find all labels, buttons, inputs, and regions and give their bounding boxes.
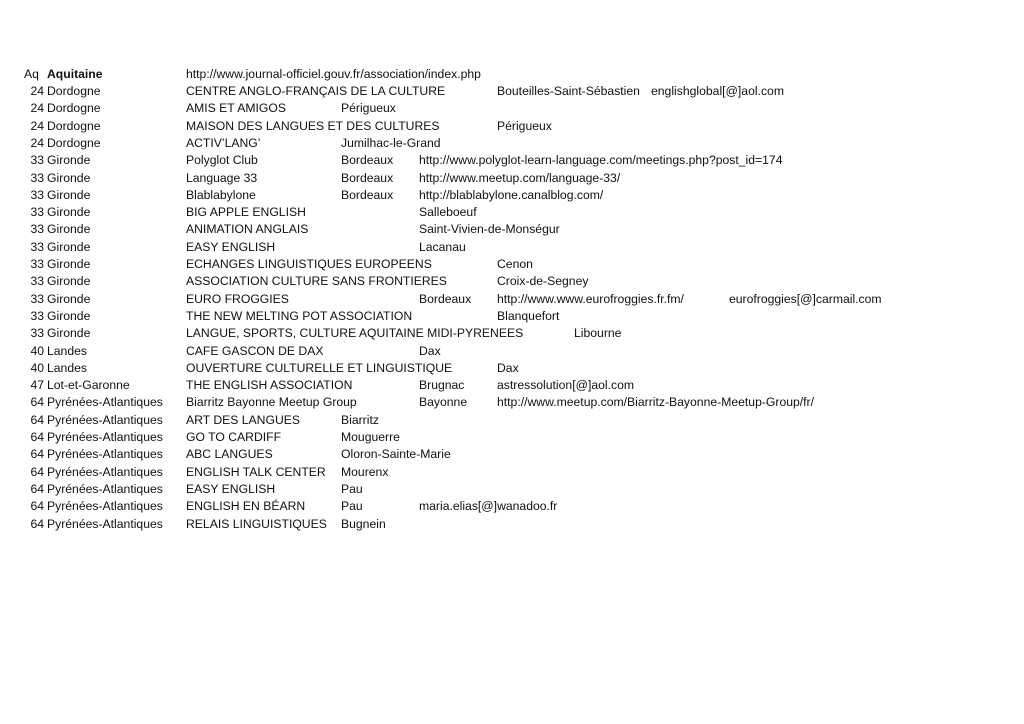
table-row — [0, 170, 1024, 187]
dept-number: 33 — [30, 291, 44, 306]
email-address: englishglobal[@]aol.com — [651, 84, 784, 98]
dept-name: Dordogne — [47, 118, 101, 133]
dept-number: 64 — [30, 516, 44, 531]
city-name: Bordeaux — [341, 153, 394, 168]
table-row — [0, 308, 1024, 325]
table-row — [0, 187, 1024, 204]
website-url: http://www.polyglot-learn-language.com/meetings.php?post_id=174 — [419, 153, 783, 168]
association-name: ACTIV’LANG’ — [186, 135, 261, 150]
dept-name: Landes — [47, 360, 87, 375]
dept-number: 47 — [30, 378, 44, 393]
table-row — [0, 498, 1024, 515]
city-name: Mourenx — [341, 464, 389, 479]
dept-name: Pyrénées-Atlantiques — [47, 481, 163, 496]
city-name: Pau — [341, 481, 363, 496]
association-name: ENGLISH TALK CENTER — [186, 464, 326, 479]
dept-name: Pyrénées-Atlantiques — [47, 516, 163, 531]
dept-number: 40 — [30, 360, 44, 375]
email-address: eurofroggies[@]carmail.com — [729, 291, 882, 306]
city-name: Dax — [419, 343, 441, 358]
city-name: Lacanau — [419, 239, 466, 254]
dept-name: Dordogne — [47, 135, 101, 150]
city-name: Brugnac — [419, 378, 465, 393]
association-name: THE NEW MELTING POT ASSOCIATION — [186, 308, 413, 323]
dept-number: 33 — [30, 205, 44, 220]
dept-number: 33 — [30, 153, 44, 168]
association-name: LANGUE, SPORTS, CULTURE AQUITAINE MIDI-PYRENEES — [186, 326, 524, 341]
association-name: Biarritz Bayonne Meetup Group — [186, 395, 357, 410]
dept-number: 24 — [30, 135, 44, 150]
association-name: GO TO CARDIFF — [186, 430, 282, 444]
association-name: ABC LANGUES — [186, 447, 273, 462]
dept-name: Gironde — [47, 239, 91, 254]
table-row — [0, 291, 1024, 308]
table-row — [0, 464, 1024, 481]
table-row — [0, 83, 1024, 100]
dept-number: 64 — [30, 447, 44, 462]
city-name: Bugnein — [341, 516, 386, 531]
email-address: maria.elias[@]wanadoo.fr — [419, 499, 558, 514]
city-name: Pau — [341, 499, 363, 514]
dept-name: Dordogne — [47, 84, 101, 98]
table-row — [0, 377, 1024, 394]
table-row — [0, 239, 1024, 256]
dept-number: 64 — [30, 464, 44, 479]
dept-name: Pyrénées-Atlantiques — [47, 464, 163, 479]
region-header-row — [0, 66, 1024, 83]
association-name: MAISON DES LANGUES ET DES CULTURES — [186, 118, 440, 133]
dept-name: Landes — [47, 343, 87, 358]
association-name: BIG APPLE ENGLISH — [186, 205, 306, 220]
association-name: CAFE GASCON DE DAX — [186, 343, 324, 358]
dept-name: Pyrénées-Atlantiques — [47, 412, 163, 427]
table-row — [0, 360, 1024, 377]
dept-name: Pyrénées-Atlantiques — [47, 395, 163, 410]
city-name: Périgueux — [341, 101, 396, 116]
website-url: http://www.meetup.com/Biarritz-Bayonne-Meetup-Group/fr/ — [497, 395, 814, 410]
dept-name: Gironde — [47, 170, 91, 185]
dept-number: 64 — [30, 481, 44, 496]
table-row — [0, 516, 1024, 533]
association-name: ENGLISH EN BÉARN — [186, 499, 306, 514]
association-name: Polyglot Club — [186, 153, 258, 168]
dept-number: 24 — [30, 84, 44, 98]
city-name: Oloron-Sainte-Marie — [341, 447, 451, 462]
dept-name: Lot-et-Garonne — [47, 378, 130, 393]
association-name: Blablabylone — [186, 187, 256, 202]
table-row — [0, 429, 1024, 446]
dept-number: 33 — [30, 239, 44, 254]
city-name: Saint-Vivien-de-Monségur — [419, 222, 560, 237]
dept-name: Dordogne — [47, 101, 101, 116]
region-url: http://www.journal-officiel.gouv.fr/association/index.php — [186, 67, 481, 81]
city-name: Dax — [497, 360, 519, 375]
dept-name: Gironde — [47, 153, 91, 168]
city-name: Bordeaux — [419, 291, 472, 306]
city-name: Mouguerre — [341, 430, 400, 444]
association-name: RELAIS LINGUISTIQUES — [186, 516, 327, 531]
table-row — [0, 412, 1024, 429]
city-name: Bordeaux — [341, 170, 394, 185]
association-name: THE ENGLISH ASSOCIATION — [186, 378, 353, 393]
region-name: Aquitaine — [47, 67, 103, 81]
website-url: http://blablabylone.canalblog.com/ — [419, 187, 604, 202]
association-name: CENTRE ANGLO-FRANÇAIS DE LA CULTURE — [186, 84, 446, 98]
city-name: Libourne — [574, 326, 622, 341]
table-row — [0, 481, 1024, 498]
region-code: Aq — [24, 67, 39, 81]
association-name: EASY ENGLISH — [186, 239, 276, 254]
association-name: ART DES LANGUES — [186, 412, 301, 427]
website-url: http://www.meetup.com/language-33/ — [419, 170, 621, 185]
dept-number: 24 — [30, 101, 44, 116]
dept-number: 33 — [30, 187, 44, 202]
table-row — [0, 325, 1024, 342]
city-name: Bouteilles-Saint-Sébastien — [497, 84, 640, 98]
table-row — [0, 273, 1024, 290]
association-name: AMIS ET AMIGOS — [186, 101, 287, 116]
association-name: OUVERTURE CULTURELLE ET LINGUISTIQUE — [186, 360, 453, 375]
table-row — [0, 446, 1024, 463]
dept-number: 40 — [30, 343, 44, 358]
city-name: Bordeaux — [341, 187, 394, 202]
dept-number: 64 — [30, 430, 44, 444]
table-row — [0, 204, 1024, 221]
city-name: Salleboeuf — [419, 205, 477, 220]
table-row — [0, 256, 1024, 273]
table-row — [0, 135, 1024, 152]
dept-number: 33 — [30, 308, 44, 323]
table-row — [0, 343, 1024, 360]
table-row — [0, 100, 1024, 117]
website-url: http://www.www.eurofroggies.fr.fm/ — [497, 291, 684, 306]
dept-name: Gironde — [47, 222, 91, 237]
dept-number: 33 — [30, 274, 44, 289]
dept-name: Pyrénées-Atlantiques — [47, 447, 163, 462]
city-name: Jumilhac-le-Grand — [341, 135, 441, 150]
dept-number: 24 — [30, 118, 44, 133]
table-row — [0, 152, 1024, 169]
table-row — [0, 118, 1024, 135]
dept-name: Gironde — [47, 187, 91, 202]
dept-number: 64 — [30, 499, 44, 514]
dept-name: Gironde — [47, 291, 91, 306]
dept-number: 33 — [30, 326, 44, 341]
city-name: Blanquefort — [497, 308, 560, 323]
dept-number: 33 — [30, 170, 44, 185]
dept-name: Gironde — [47, 326, 91, 341]
association-name: EURO FROGGIES — [186, 291, 289, 306]
dept-number: 33 — [30, 222, 44, 237]
association-name: ANIMATION ANGLAIS — [186, 222, 309, 237]
city-name: Croix-de-Segney — [497, 274, 589, 289]
city-name: Biarritz — [341, 412, 379, 427]
city-name: Bayonne — [419, 395, 468, 410]
association-name: ECHANGES LINGUISTIQUES EUROPEENS — [186, 257, 432, 271]
dept-number: 64 — [30, 412, 44, 427]
association-name: EASY ENGLISH — [186, 481, 276, 496]
email-address: astressolution[@]aol.com — [497, 378, 635, 393]
dept-name: Gironde — [47, 274, 91, 289]
table-row — [0, 221, 1024, 238]
dept-number: 33 — [30, 257, 44, 271]
dept-name: Gironde — [47, 308, 91, 323]
dept-name: Gironde — [47, 257, 91, 271]
table-row — [0, 394, 1024, 411]
dept-name: Pyrénées-Atlantiques — [47, 430, 163, 444]
association-name: ASSOCIATION CULTURE SANS FRONTIERES — [186, 274, 447, 289]
dept-name: Pyrénées-Atlantiques — [47, 499, 163, 514]
association-name: Language 33 — [186, 170, 258, 185]
dept-name: Gironde — [47, 205, 91, 220]
dept-number: 64 — [30, 395, 44, 410]
city-name: Périgueux — [497, 118, 552, 133]
city-name: Cenon — [497, 257, 533, 271]
